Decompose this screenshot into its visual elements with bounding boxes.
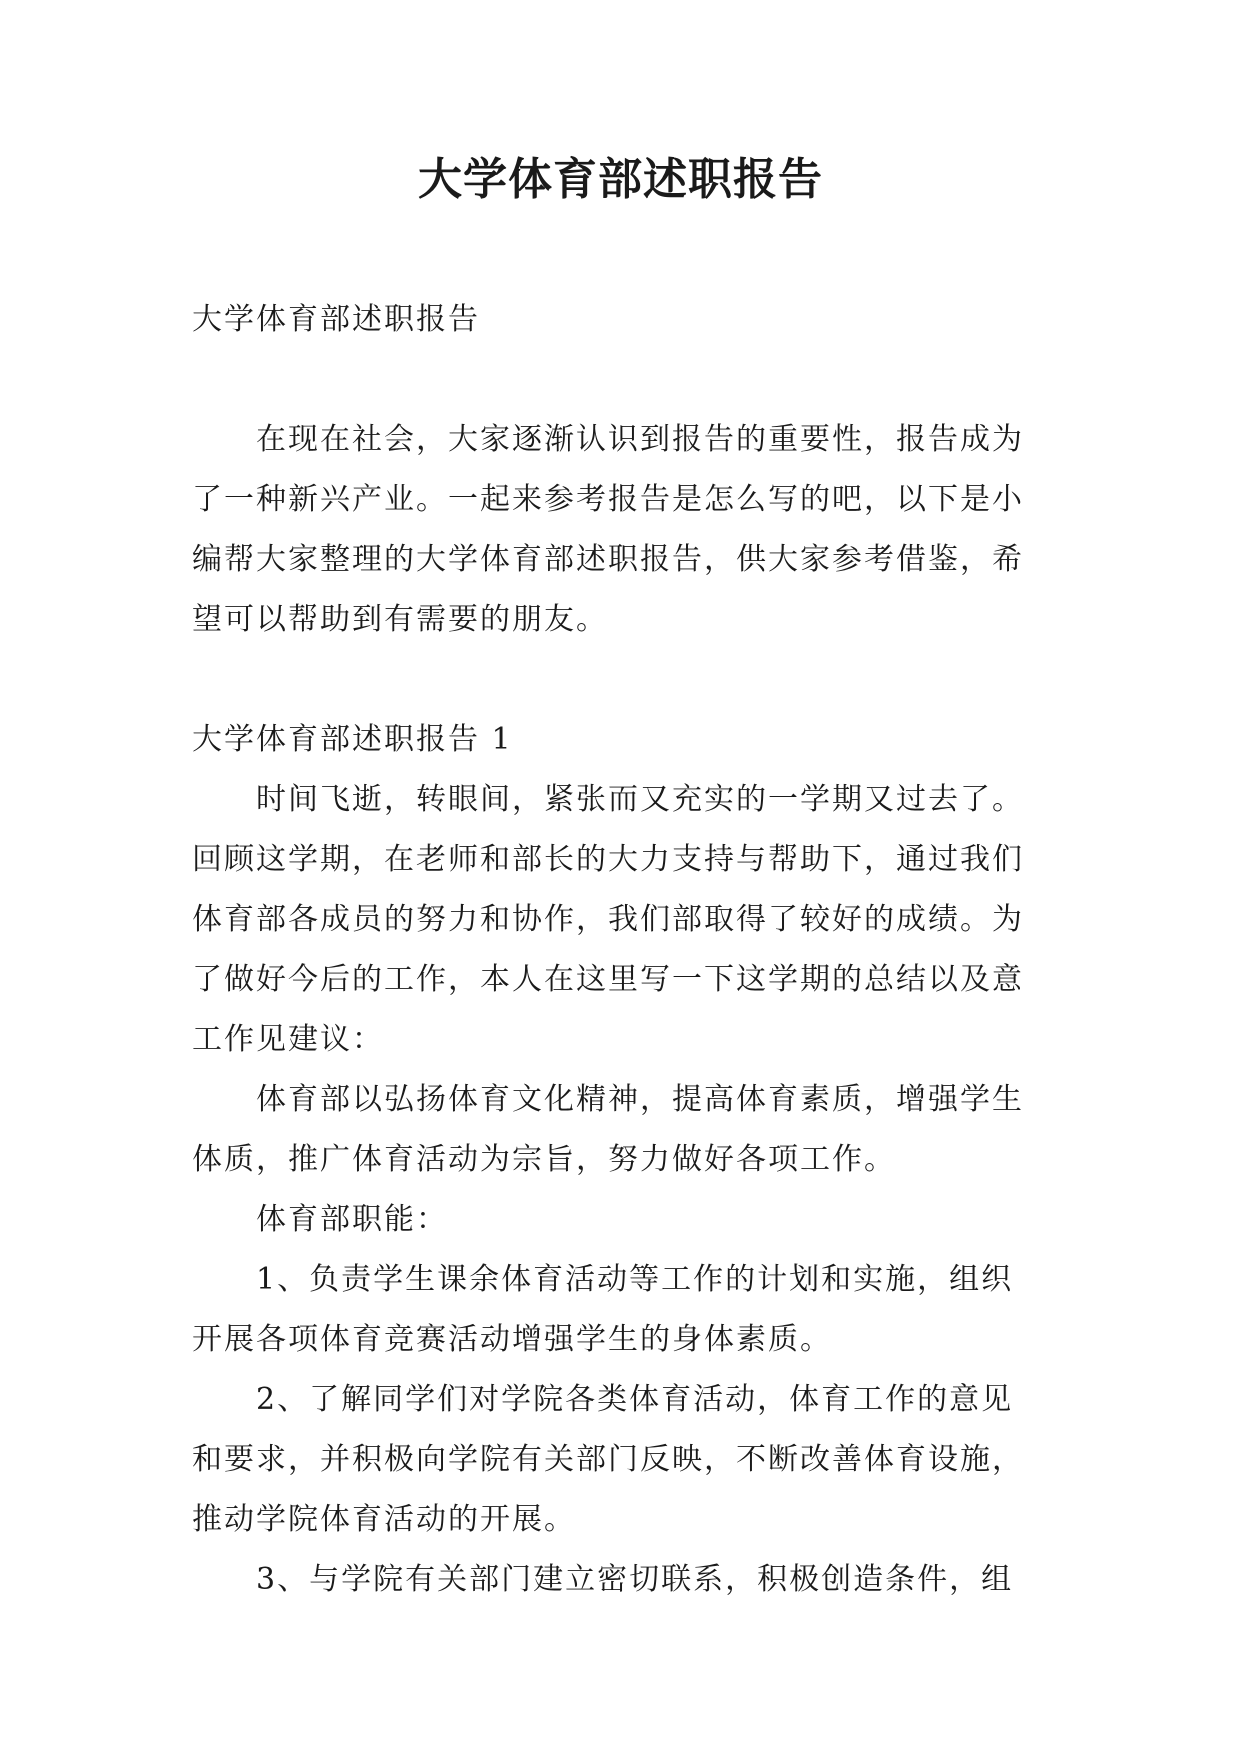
intro-line: 望可以帮助到有需要的朋友。 <box>192 602 608 637</box>
paragraph-line: 推动学院体育活动的开展。 <box>192 1502 576 1537</box>
document-title: 大学体育部述职报告 <box>418 154 823 205</box>
intro-line: 编帮大家整理的大学体育部述职报告，供大家参考借鉴，希 <box>192 542 1024 577</box>
paragraph-line: 2、了解同学们对学院各类体育活动，体育工作的意见 <box>256 1382 1014 1417</box>
paragraph-line: 回顾这学期，在老师和部长的大力支持与帮助下，通过我们 <box>192 842 1024 877</box>
paragraph-line: 体质，推广体育活动为宗旨，努力做好各项工作。 <box>192 1142 896 1177</box>
paragraph-line: 了做好今后的工作，本人在这里写一下这学期的总结以及意 <box>192 962 1024 997</box>
intro-paragraph <box>192 410 1054 650</box>
paragraph-line: 和要求，并积极向学院有关部门反映，不断改善体育设施， <box>192 1442 1024 1477</box>
section-heading: 大学体育部述职报告 1 <box>192 722 513 757</box>
paragraph-line: 体育部职能： <box>256 1202 448 1237</box>
intro-line: 了一种新兴产业。一起来参考报告是怎么写的吧，以下是小 <box>192 482 1024 517</box>
list-item <box>192 1370 1054 1550</box>
paragraph-line: 体育部以弘扬体育文化精神，提高体育素质，增强学生 <box>256 1082 1024 1117</box>
list-item <box>192 1550 1054 1610</box>
paragraph-line: 体育部各成员的努力和协作，我们部取得了较好的成绩。为 <box>192 902 1024 937</box>
paragraph <box>192 1070 1054 1190</box>
document-subtitle: 大学体育部述职报告 <box>192 302 480 337</box>
paragraph <box>192 770 1054 1070</box>
paragraph-line: 3、与学院有关部门建立密切联系，积极创造条件，组 <box>256 1562 1014 1597</box>
paragraph <box>192 1190 1054 1250</box>
list-item <box>192 1250 1054 1370</box>
document-body <box>192 290 1054 1610</box>
paragraph-line: 工作见建议： <box>192 1022 384 1057</box>
paragraph-line: 开展各项体育竞赛活动增强学生的身体素质。 <box>192 1322 832 1357</box>
paragraph-line: 1、负责学生课余体育活动等工作的计划和实施，组织 <box>256 1262 1014 1297</box>
paragraph-line: 时间飞逝，转眼间，紧张而又充实的一学期又过去了。 <box>256 782 1024 817</box>
intro-line: 在现在社会，大家逐渐认识到报告的重要性，报告成为 <box>256 422 1024 457</box>
